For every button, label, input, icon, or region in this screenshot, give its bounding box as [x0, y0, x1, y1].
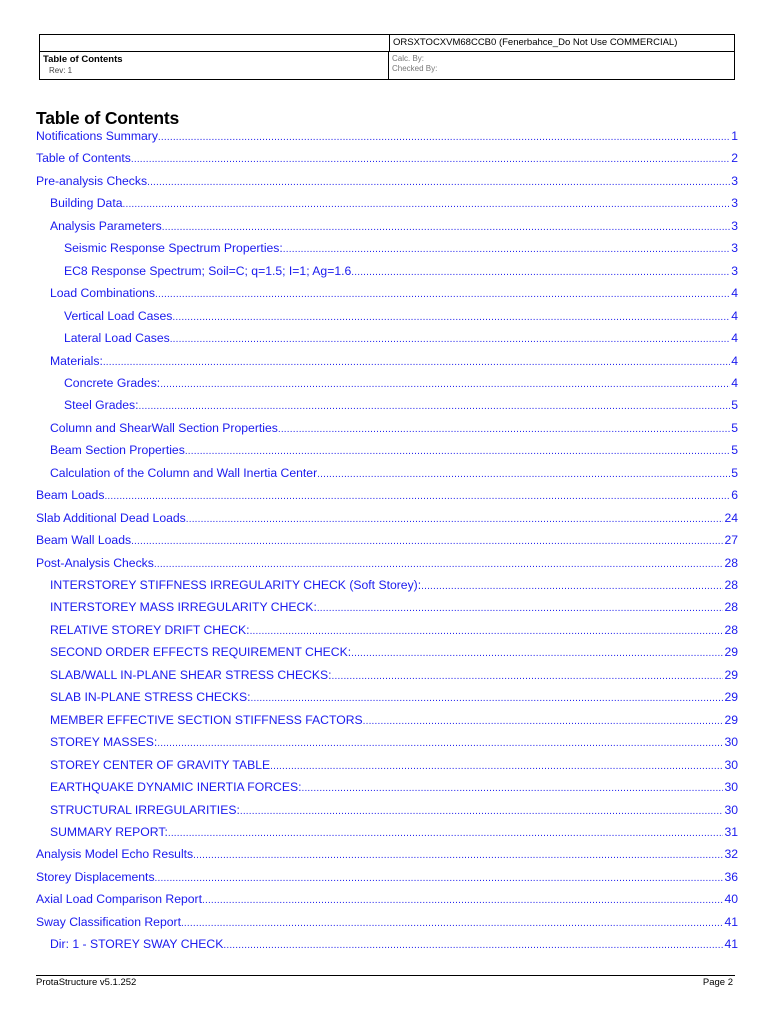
toc-heading: Table of Contents: [36, 108, 180, 128]
toc-leader-dots: [202, 895, 723, 906]
toc-entry-title: Axial Load Comparison Report: [36, 892, 202, 907]
toc-entry-title: Lateral Load Cases: [64, 331, 170, 346]
toc-entry[interactable]: [50, 803, 738, 823]
toc-entry[interactable]: [36, 174, 738, 194]
toc-entry-title: Notifications Summary: [36, 129, 158, 143]
toc-entry-page: 3: [731, 218, 738, 233]
toc-leader-dots: [158, 132, 730, 143]
toc-entry-title: Vertical Load Cases: [64, 308, 173, 323]
toc-leader-dots: [223, 940, 723, 951]
toc-leader-dots: [351, 648, 723, 659]
toc-entry-page: 41: [724, 914, 738, 929]
toc-entry-title: EC8 Response Spectrum; Soil=C; q=1.5; I=1; Ag=1.6: [64, 263, 352, 278]
header-section-cell: [40, 51, 389, 79]
toc-entry-title: STOREY CENTER OF GRAVITY TABLE: [50, 757, 271, 772]
toc-entry[interactable]: [50, 690, 738, 710]
header-rev: Rev: 1: [49, 66, 73, 75]
toc-entry-title: Dir: 1 - STOREY SWAY CHECK: [50, 937, 224, 952]
toc-entry[interactable]: [64, 376, 738, 396]
toc-entry-title: SLAB/WALL IN-PLANE SHEAR STRESS CHECKS:: [50, 667, 332, 682]
calc-by-label: Calc. By:: [392, 54, 425, 63]
toc-entry-page: 4: [731, 286, 738, 301]
toc-leader-dots: [283, 244, 730, 255]
toc-entry-title: Beam Wall Loads: [36, 533, 132, 548]
toc-entry[interactable]: [50, 668, 738, 688]
toc-leader-dots: [123, 199, 731, 210]
footer-page-number: Page 2: [702, 977, 733, 988]
toc-entry[interactable]: [36, 151, 738, 171]
toc-entry-page: 29: [724, 712, 738, 727]
toc-entry-page: 40: [724, 892, 738, 907]
toc-entry-title: Sway Classification Report: [36, 914, 181, 929]
document-header: [39, 34, 735, 80]
toc-entry-title: RELATIVE STOREY DRIFT CHECK:: [50, 622, 250, 637]
toc-entry-title: Concrete Grades:: [64, 375, 161, 390]
toc-entry[interactable]: [64, 309, 738, 329]
toc-entry[interactable]: [50, 825, 738, 845]
toc-leader-dots: [240, 806, 724, 817]
toc-entry-title: EARTHQUAKE DYNAMIC INERTIA FORCES:: [50, 780, 302, 795]
toc-leader-dots: [170, 334, 731, 345]
toc-entry[interactable]: [36, 488, 738, 508]
toc-entry-title: Storey Displacements: [36, 869, 155, 884]
toc-entry-page: 24: [724, 510, 738, 525]
toc-entry-page: 30: [724, 802, 738, 817]
toc-entry-title: Analysis Parameters: [50, 218, 162, 233]
toc-leader-dots: [270, 761, 723, 772]
toc-entry-title: INTERSTOREY STIFFNESS IRREGULARITY CHECK (Soft Storey):: [50, 578, 422, 592]
toc-entry[interactable]: [50, 219, 738, 239]
toc-entry[interactable]: [36, 847, 738, 867]
toc-entry-title: Slab Additional Dead Loads: [36, 510, 186, 525]
toc-entry-title: STRUCTURAL IRREGULARITIES:: [50, 802, 240, 817]
toc-entry-title: STOREY MASSES:: [50, 735, 158, 750]
checked-by-label: Checked By:: [392, 64, 438, 73]
toc-entry[interactable]: [36, 511, 738, 531]
toc-entry[interactable]: [50, 937, 738, 957]
toc-entry[interactable]: [36, 533, 738, 553]
toc-entry-page: 36: [724, 869, 738, 884]
toc-entry-title: Building Data: [50, 196, 123, 211]
toc-entry-page: 27: [724, 533, 738, 548]
toc-entry-page: 4: [731, 375, 738, 390]
toc-leader-dots: [155, 873, 724, 884]
toc-entry-page: 32: [724, 847, 738, 862]
toc-entry-title: MEMBER EFFECTIVE SECTION STIFFNESS FACTORS: [50, 712, 363, 727]
toc-leader-dots: [147, 177, 730, 188]
toc-entry-title: Column and ShearWall Section Properties: [50, 420, 278, 435]
toc-leader-dots: [250, 693, 723, 704]
toc-leader-dots: [154, 559, 724, 570]
toc-leader-dots: [131, 154, 730, 165]
toc-entry-page: 4: [731, 308, 738, 323]
toc-leader-dots: [301, 783, 723, 794]
toc-entry-title: Beam Loads: [36, 488, 105, 503]
toc-entry[interactable]: [50, 578, 738, 598]
toc-leader-dots: [139, 401, 731, 412]
toc-entry-title: SECOND ORDER EFFECTS REQUIREMENT CHECK:: [50, 645, 352, 660]
toc-leader-dots: [104, 491, 730, 502]
toc-entry-title: Post-Analysis Checks: [36, 555, 154, 570]
toc-leader-dots: [317, 469, 730, 480]
toc-entry-page: 5: [731, 443, 738, 458]
toc-leader-dots: [131, 536, 723, 547]
toc-leader-dots: [103, 357, 730, 368]
toc-entry-page: 30: [724, 735, 738, 750]
toc-entry-page: 29: [724, 690, 738, 705]
toc-entry-title: INTERSTOREY MASS IRREGULARITY CHECK:: [50, 600, 317, 615]
toc-entry-title: Table of Contents: [36, 151, 131, 166]
toc-entry[interactable]: [64, 264, 738, 284]
toc-entry[interactable]: [50, 421, 738, 441]
toc-entry[interactable]: [50, 623, 738, 643]
toc-entry-page: 28: [724, 555, 738, 570]
toc-entry[interactable]: [64, 398, 738, 418]
toc-entry-page: 29: [724, 667, 738, 682]
toc-leader-dots: [363, 716, 724, 727]
toc-leader-dots: [181, 918, 723, 929]
toc-entry-page: 2: [731, 151, 738, 166]
toc-entry-title: Pre-analysis Checks: [36, 173, 148, 188]
toc-entry-page: 3: [731, 196, 738, 211]
toc-entry-page: 5: [731, 398, 738, 413]
toc-entry[interactable]: [50, 286, 738, 306]
toc-entry[interactable]: [50, 600, 738, 620]
toc-entry-title: Calculation of the Column and Wall Inertia Center: [50, 465, 318, 480]
toc-entry-page: 30: [724, 780, 738, 795]
toc-leader-dots: [317, 603, 724, 614]
toc-entry-page: 5: [731, 420, 738, 435]
toc-entry-page: 5: [731, 465, 738, 480]
toc-leader-dots: [185, 446, 730, 457]
toc-entry[interactable]: [36, 129, 738, 149]
toc-leader-dots: [278, 424, 730, 435]
footer-software: ProtaStructure v5.1.252: [36, 977, 137, 988]
toc-entry[interactable]: [36, 892, 738, 912]
footer-divider: [36, 975, 735, 976]
doc-id: ORSXTOCXVM68CCB0 (Fenerbahce_Do Not Use COMMERCIAL): [389, 35, 734, 51]
toc-entry[interactable]: [50, 354, 738, 374]
toc-entry-page: 1: [731, 129, 738, 143]
toc-entry-title: Load Combinations: [50, 286, 156, 301]
toc-entry-page: 28: [724, 600, 738, 615]
toc-leader-dots: [168, 828, 724, 839]
toc-leader-dots: [157, 738, 723, 749]
toc-leader-dots: [160, 379, 730, 390]
toc-entry[interactable]: [36, 915, 738, 935]
toc-entry[interactable]: [36, 870, 738, 890]
toc-leader-dots: [421, 581, 723, 592]
toc-entry[interactable]: [50, 196, 738, 216]
toc-entry[interactable]: [50, 713, 738, 733]
toc-entry-page: 6: [731, 488, 738, 503]
header-section-title: Table of Contents: [43, 54, 123, 65]
toc-entry-page: 31: [724, 824, 738, 839]
toc-entry[interactable]: [50, 758, 738, 778]
toc-entry-title: Analysis Model Echo Results: [36, 847, 194, 862]
toc-entry[interactable]: [50, 466, 738, 486]
toc-entry-title: Steel Grades:: [64, 398, 139, 413]
toc-entry-page: 4: [731, 353, 738, 368]
toc-leader-dots: [186, 514, 724, 525]
header-signoff-cell: [389, 51, 734, 79]
toc-entry[interactable]: [50, 735, 738, 755]
toc-entry-title: SUMMARY REPORT:: [50, 824, 168, 839]
toc-entry-page: 29: [724, 645, 738, 660]
toc-entry-title: Beam Section Properties: [50, 443, 185, 458]
toc-entry[interactable]: [50, 780, 738, 800]
toc-entry-page: 3: [731, 241, 738, 256]
toc-entry-title: Materials:: [50, 353, 103, 368]
toc-entry-page: 41: [724, 937, 738, 952]
toc-entry-page: 3: [731, 173, 738, 188]
toc-leader-dots: [172, 312, 730, 323]
toc-entry-page: 30: [724, 757, 738, 772]
toc-leader-dots: [351, 267, 730, 278]
toc-leader-dots: [250, 626, 724, 637]
toc-entry[interactable]: [64, 331, 738, 351]
toc-entry-title: Seismic Response Spectrum Properties:: [64, 241, 283, 256]
toc-entry[interactable]: [36, 556, 738, 576]
toc-entry-page: 28: [724, 578, 738, 592]
toc-leader-dots: [193, 850, 723, 861]
toc-leader-dots: [332, 671, 724, 682]
toc-entry-page: 28: [724, 622, 738, 637]
toc-entry-title: SLAB IN-PLANE STRESS CHECKS:: [50, 690, 251, 705]
toc-entry[interactable]: [50, 645, 738, 665]
toc-leader-dots: [162, 222, 730, 233]
toc-entry-page: 4: [731, 331, 738, 346]
toc-entry[interactable]: [64, 241, 738, 261]
toc-leader-dots: [155, 289, 730, 300]
toc-entry[interactable]: [50, 443, 738, 463]
toc-entry-page: 3: [731, 263, 738, 278]
